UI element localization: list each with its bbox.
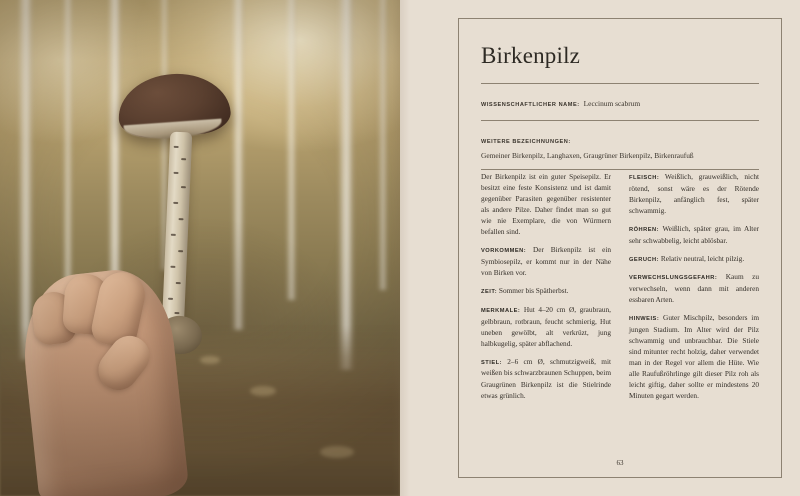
paragraph-text: 2–6 cm Ø, schmutzigweiß, mit weißen bis schwarzbraunen Schuppen, beim Graugrünen Birkenpilz ist die Stielrinde etwas grünlich. <box>481 356 612 400</box>
meta-other-names <box>481 130 759 160</box>
leaf-litter-speck <box>320 446 354 458</box>
paragraph-text: Kaum zu verwechseln, wenn dann mit anderen essbaren Arten. <box>629 272 760 305</box>
body-columns <box>481 171 759 408</box>
paragraph-text: Weißlich, später grau, im Alter sehr schwabbelig, leicht ablösbar. <box>629 223 759 245</box>
paragraph-text: Hut 4–20 cm Ø, graubraun, gelbbraun, rotbraun, feucht schmierig, Hut uneben gewölbt, alt verkrüzt, jung halbkugelig, später abflachend. <box>481 304 612 348</box>
paragraph <box>481 244 611 278</box>
paragraph <box>481 171 611 237</box>
paragraph-text: Der Birkenpilz ist ein guter Speisepilz. Er besitzt eine feste Konsistenz und ist damit gegenüber Parasiten gegenüber resistenter als andere Pilze. Daher findet man so gut wie nie Exemplare, die von Würmern befallen sind. <box>481 172 611 237</box>
paragraph-text: Relativ neutral, leicht pilzig. <box>660 253 745 263</box>
meta-value-other-names: Gemeiner Birkenpilz, Langhaxen, Graugrüner Birkenpilz, Birkenraufuß <box>481 150 694 160</box>
term-zeit: ZEIT: <box>481 289 498 296</box>
paragraph-text: Guter Mischpilz, besonders im jungen Stadium. Im Alter wird der Pilz schwammig und unbrauchbar. Die Stiele sind mitunter recht holzig, daher verwendet man in der Regel vor allem die Hüte. Wie alle Raufußröhrlinge gilt dieser Pilz roh als leicht giftig, daher sollte er mindestens 20 Minuten gegart werden. <box>629 313 759 401</box>
paragraph <box>629 312 759 401</box>
term-vorkommen: VORKOMMEN: <box>481 248 527 255</box>
meta-divider-1 <box>481 120 759 121</box>
leaf-litter-speck <box>250 386 276 396</box>
term-stiel: STIEL: <box>481 359 503 366</box>
paragraph <box>481 304 611 349</box>
page-number: 63 <box>616 459 624 467</box>
term-roehren: RÖHREN: <box>629 226 660 233</box>
meta-label-other-names: WEITERE BEZEICHNUNGEN: <box>481 139 571 145</box>
meta-scientific-name <box>481 93 759 111</box>
paragraph-text: Der Birkenpilz ist ein Symbiosepilz, er kommt nur in der Nähe von Birken vor. <box>481 245 611 278</box>
text-page <box>400 0 800 496</box>
term-geruch: GERUCH: <box>629 256 660 263</box>
paragraph-text: Weißlich, grauweißlich, nicht rötend, sonst wäre es der Rötende Birkenpilz, anfänglich fest, später schwammig. <box>629 172 759 215</box>
body-column-right <box>629 171 759 408</box>
meta-value-scientific-name: Leccinum scabrum <box>583 99 641 108</box>
term-fleisch: FLEISCH: <box>629 175 660 181</box>
title-divider <box>481 83 759 84</box>
paragraph <box>629 271 759 305</box>
paragraph <box>629 253 759 265</box>
body-column-left <box>481 171 611 408</box>
meta-label-scientific-name: WISSENSCHAFTLICHER NAME: <box>481 102 580 108</box>
paragraph <box>629 171 759 216</box>
term-merkmale: MERKMALE: <box>481 307 521 314</box>
term-verwechslungsgefahr: VERWECHSLUNGSGEFAHR: <box>629 275 718 282</box>
paragraph-text: Sommer bis Spätherbst. <box>498 286 569 296</box>
term-hinweis: HINWEIS: <box>629 316 660 323</box>
paragraph <box>629 223 759 246</box>
page-border-frame <box>458 18 782 478</box>
page-title: Birkenpilz <box>481 43 581 68</box>
paragraph <box>481 285 611 297</box>
leaf-litter-speck <box>200 356 220 364</box>
paragraph <box>481 356 611 401</box>
